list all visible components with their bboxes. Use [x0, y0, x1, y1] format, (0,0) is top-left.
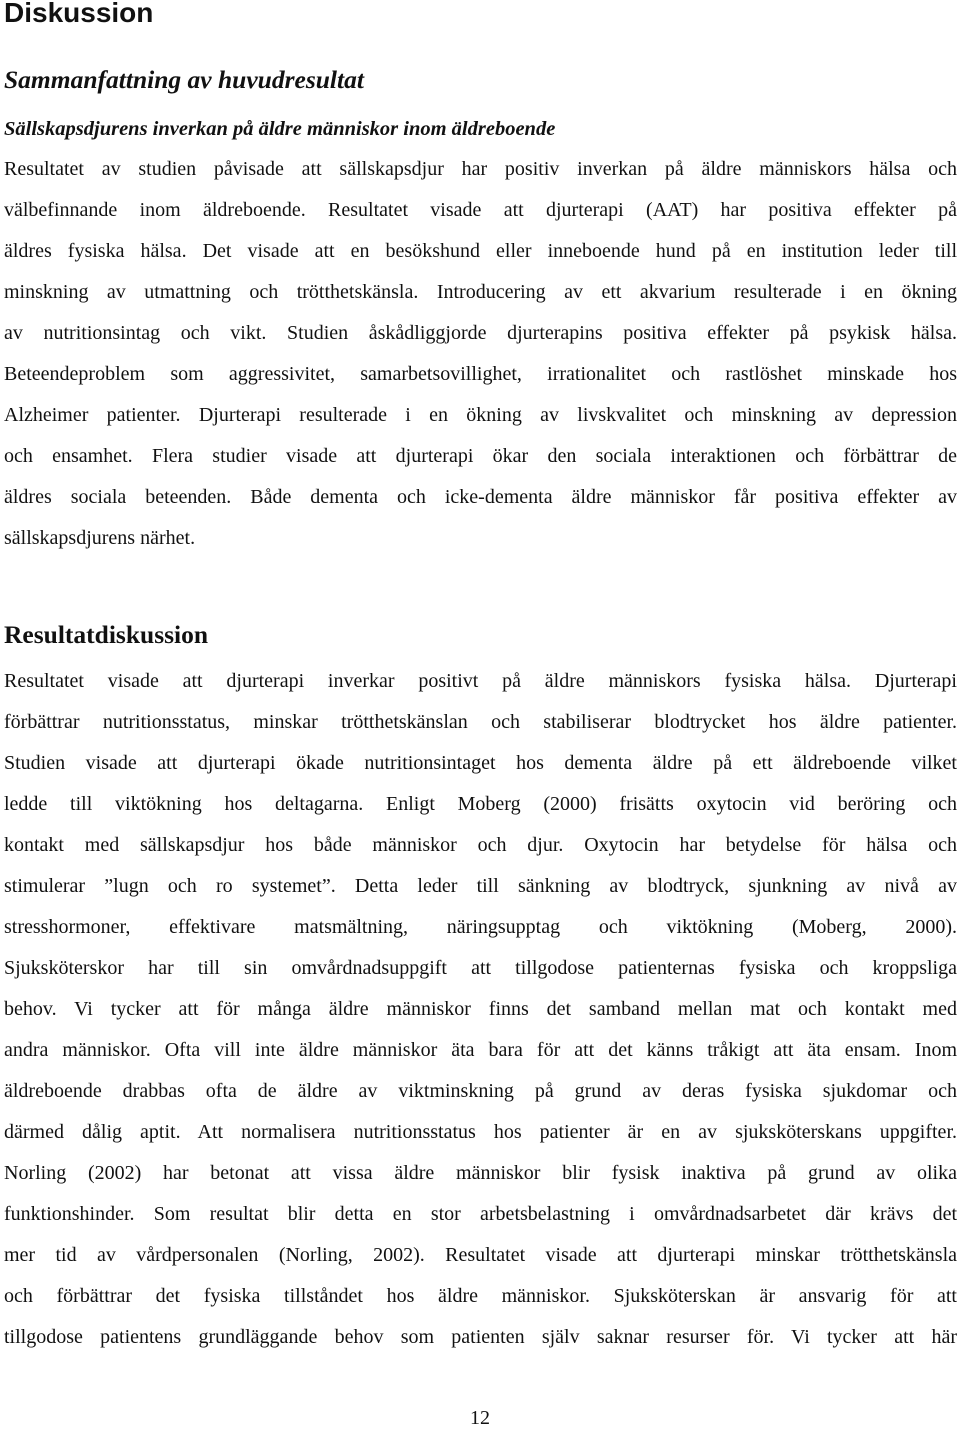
- paragraph-line: behov. Vi tycker att för många äldre människor finns det samband mellan mat och kontakt med: [4, 998, 957, 1020]
- paragraph-line: minskning av utmattning och trötthetskänsla. Introducering av ett akvarium resulterade i en ökning: [4, 281, 957, 303]
- page-number: 12: [470, 1407, 490, 1429]
- paragraph-line: Alzheimer patienter. Djurterapi resulterade i en ökning av livskvalitet och minskning av depression: [4, 404, 957, 426]
- paragraph-line: tillgodose patientens grundläggande behov som patienten själv saknar resurser för. Vi tycker att här: [4, 1326, 957, 1348]
- paragraph-line: av nutritionsintag och vikt. Studien åskådliggjorde djurterapins positiva effekter på psykisk hälsa.: [4, 322, 957, 344]
- paragraph-line: kontakt med sällskapsdjur hos både människor och djur. Oxytocin har betydelse för hälsa och: [4, 834, 957, 856]
- subsection-heading-pets: Sällskapsdjurens inverkan på äldre människor inom äldreboende: [4, 118, 556, 140]
- paragraph-line: därmed dålig aptit. Att normalisera nutritionsstatus hos patienter är en av sjuksköterskans uppgifter.: [4, 1121, 957, 1143]
- paragraph-line: funktionshinder. Som resultat blir detta en stor arbetsbelastning i omvårdnadsarbetet där krävs det: [4, 1203, 957, 1225]
- paragraph-line: äldres sociala beteenden. Både dementa och icke-dementa äldre människor får positiva effekter av: [4, 486, 957, 508]
- paragraph-line: välbefinnande inom äldreboende. Resultatet visade att djurterapi (AAT) har positiva effekter på: [4, 199, 957, 221]
- paragraph-line: Sjuksköterskor har till sin omvårdnadsuppgift att tillgodose patienternas fysiska och kroppsliga: [4, 957, 957, 979]
- summary-paragraph: [4, 149, 957, 559]
- result-discussion-paragraph: [4, 661, 957, 1358]
- paragraph-line: mer tid av vårdpersonalen (Norling, 2002). Resultatet visade att djurterapi minskar trötthetskänsla: [4, 1244, 957, 1266]
- section-heading-summary: Sammanfattning av huvudresultat: [4, 65, 364, 94]
- paragraph-line: andra människor. Ofta vill inte äldre människor äta bara för att det känns tråkigt att äta ensam. Inom: [4, 1039, 957, 1061]
- paragraph-line: Resultatet av studien påvisade att sällskapsdjur har positiv inverkan på äldre människors hälsa och: [4, 158, 957, 180]
- paragraph-line: Beteendeproblem som aggressivitet, samarbetsovillighet, irrationalitet och rastlöshet minskade hos: [4, 363, 957, 385]
- paragraph-line: stresshormoner, effektivare matsmältning, näringsupptag och viktökning (Moberg, 2000).: [4, 916, 957, 938]
- paragraph-line: Resultatet visade att djurterapi inverkar positivt på äldre människors fysiska hälsa. Djurterapi: [4, 670, 957, 692]
- paragraph-line: Studien visade att djurterapi ökade nutritionsintaget hos dementa äldre på ett äldreboende vilket: [4, 752, 957, 774]
- section-heading-result-discussion: Resultatdiskussion: [4, 620, 209, 649]
- paragraph-line: och förbättrar det fysiska tillståndet hos äldre människor. Sjuksköterskan är ansvarig för att: [4, 1285, 957, 1307]
- paragraph-line: äldreboende drabbas ofta de äldre av viktminskning på grund av deras fysiska sjukdomar och: [4, 1080, 957, 1102]
- paragraph-line: ledde till viktökning hos deltagarna. Enligt Moberg (2000) frisätts oxytocin vid beröring och: [4, 793, 957, 815]
- paragraph-line: förbättrar nutritionsstatus, minskar trötthetskänslan och stabiliserar blodtrycket hos äldre patienter.: [4, 711, 957, 733]
- page-title: Diskussion: [4, 0, 154, 28]
- paragraph-line: stimulerar ”lugn och ro systemet”. Detta leder till sänkning av blodtryck, sjunkning av nivå av: [4, 875, 957, 897]
- paragraph-line: sällskapsdjurens närhet.: [4, 527, 196, 549]
- paragraph-line: Norling (2002) har betonat att vissa äldre människor blir fysisk inaktiva på grund av olika: [4, 1162, 957, 1184]
- paragraph-line: och ensamhet. Flera studier visade att djurterapi ökar den sociala interaktionen och förbättrar de: [4, 445, 957, 467]
- paragraph-line: äldres fysiska hälsa. Det visade att en besökshund eller inneboende hund på en institution leder till: [4, 240, 957, 262]
